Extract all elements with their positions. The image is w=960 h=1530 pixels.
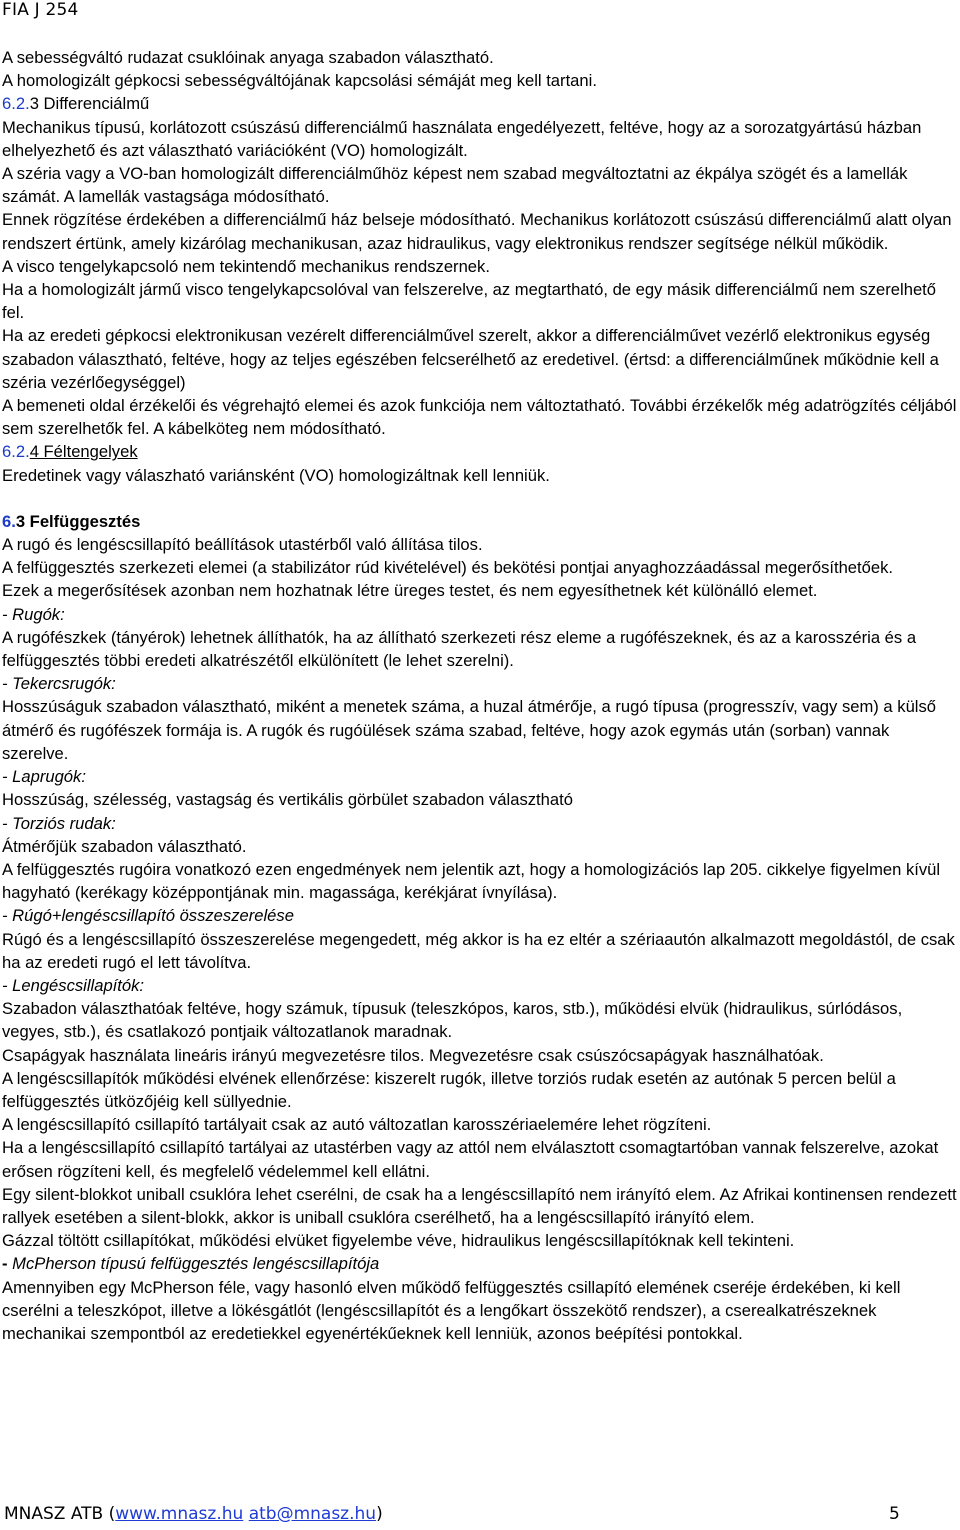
document-header: FIA J 254 (2, 0, 79, 20)
dash: - (2, 1254, 8, 1274)
paragraph: Ennek rögzítése érdekében a differenciálmű ház belseje módosítható. Mechanikus korlátozott csúszású differenciálmű alatt olyan rendszert értünk, amely kizárólag mechanikusan, azaz hidraulikus, vagy elektronikus rendszer segítsége nélkül működik. (2, 210, 952, 253)
paragraph: A bemeneti oldal érzékelői és végrehajtó elemei és azok funkciója nem változtatható. További érzékelők még adatrögzítés céljából sem szerelhetők fel. A kábelköteg nem módosítható. (2, 396, 957, 439)
subheading-text: McPherson típusú felfüggesztés lengéscsillapítója (7, 1254, 380, 1274)
subheading-laprugok: - Laprugók: (2, 767, 86, 787)
paragraph: A rugó és lengéscsillapító beállítások utastérből való állítása tilos. (2, 535, 483, 555)
document-body (2, 46, 958, 1345)
paragraph: Ha a homologizált jármű visco tengelykapcsolóval van felszerelve, az megtartható, de egy másik differenciálmű nem szerelhető fel. (2, 280, 937, 323)
paragraph: Rúgó és a lengéscsillapító összeszerelése megengedett, még akkor is ha ez eltér a szériaautón alkalmazott megoldástól, de csak ha az eredeti rugó el lett távolítva. (2, 929, 955, 972)
paragraph: Mechanikus típusú, korlátozott csúszású differenciálmű használata engedélyezett, feltéve, hogy az a sorozatgyártású házban elhelyezhető és azt választható variációként (VO) homologizált. (2, 117, 922, 160)
subheading-rugo-lengescsillapito: - Rúgó+lengéscsillapító összeszerelése (2, 906, 294, 926)
paragraph: A sebességváltó rudazat csuklóinak anyaga szabadon választható. (2, 48, 494, 67)
footer-close: ) (376, 1504, 383, 1524)
section-number: 6. (2, 511, 16, 531)
paragraph: Hosszúságuk szabadon választható, miként a menetek száma, a huzal átmérője, a rugó típusa (progresszív, vagy sem) a külső átmérő és rugófészek formája is. A rugók és rugóülések száma szabad, feltéve, hogy azok egymás után (sorban) vannak szerelve. (2, 697, 937, 763)
paragraph: A homologizált gépkocsi sebességváltójának kapcsolási sémáját meg kell tartani. (2, 71, 597, 91)
section-title: 3 Felfüggesztés (15, 511, 141, 531)
email-link[interactable]: atb@mnasz.hu (248, 1504, 377, 1524)
section-title: 4 Féltengelyek (29, 442, 138, 462)
paragraph: Átmérőjük szabadon választható. (2, 836, 247, 856)
document-footer (4, 1503, 954, 1525)
paragraph: Szabadon választhatóak feltéve, hogy számuk, típusuk (teleszkópos, karos, stb.), működési elvük (hidraulikus, súrlódásos, vegyes, stb.), és csatlakozó pontjaik változatlanok maradnak. (2, 999, 903, 1042)
paragraph: A lengéscsillapító csillapító tartályait csak az autó változatlan karosszériaelemére lehet rögzíteni. (2, 1115, 712, 1135)
paragraph: A felfüggesztés szerkezeti elemei (a stabilizátor rúd kivételével) és bekötési pontjai anyaghozzáadással megerősíthetőek. (2, 558, 894, 578)
section-title: 3 Differenciálmű (29, 94, 150, 114)
paragraph: Ezek a megerősítések azonban nem hozhatnak létre üreges testet, és nem egyesíthetnek két különálló elemet. (2, 581, 818, 601)
section-number: 6.2. (2, 94, 30, 114)
footer-org: MNASZ ATB ( (4, 1504, 116, 1524)
subheading-tekercsrugok: - Tekercsrugók: (2, 674, 116, 694)
page-number: 5 (889, 1504, 900, 1524)
paragraph: Hosszúság, szélesség, vastagság és vertikális görbület szabadon választható (2, 790, 573, 810)
paragraph: Csapágyak használata lineáris irányú megvezetésre tilos. Megvezetésre csak csúszócsapágyak használhatóak. (2, 1045, 824, 1065)
paragraph: A lengéscsillapítók működési elvének ellenőrzése: kiszerelt rugók, illetve torziós rudak esetén az autónak 5 percen belül a felfüggesztés ütközőjéig kell süllyednie. (2, 1068, 896, 1111)
subheading-mcpherson (2, 1252, 958, 1275)
paragraph: A rugófészkek (tányérok) lehetnek állíthatók, ha az állítható szerkezeti rész eleme a rugófészeknek, és az a karosszéria és a felfüggesztés többi eredeti alkatrészétől elkülönített (le lehet szerelni). (2, 627, 917, 671)
paragraph: A visco tengelykapcsoló nem tekintendő mechanikus rendszernek. (2, 256, 490, 276)
paragraph: A felfüggesztés rugóira vonatkozó ezen engedmények nem jelentik azt, hogy a homologizációs lap 205. cikkelye figyelmen kívül hagyható (kerékagy középpontjának min. magassága, kerékjárat ívnyílása). (2, 859, 941, 903)
paragraph: Eredetinek vagy válaszható variánsként (VO) homologizáltnak kell lenniük. (2, 465, 550, 485)
section-heading-6-3 (2, 510, 958, 533)
spacer (2, 487, 958, 510)
subheading-lengescsillapitok: - Lengéscsillapítók: (2, 975, 145, 995)
paragraph: Ha a lengéscsillapító csillapító tartályai az utastérben vagy az attól nem elválasztott csomagtartóban vannak felszerelve, azokat erősen rögzíteni kell, és megfelelő védelemmel kell ellátni. (2, 1138, 939, 1181)
website-link[interactable]: www.mnasz.hu (115, 1504, 244, 1524)
section-number: 6.2. (2, 442, 30, 462)
section-heading-6-2-4 (2, 440, 958, 463)
paragraph: Egy silent-blokkot uniball csuklóra lehet cserélni, de csak ha a lengéscsillapító nem irányító elem. Az Afrikai kontinensen rendezett rallyek esetében a silent-blokk, akkor is uniball csuklóra cserélhető, ha a lengéscsillapító irányító elem. (2, 1184, 957, 1227)
paragraph: A széria vagy a VO-ban homologizált differenciálműhöz képest nem szabad megváltoztatni az ékpálya szögét és a lamellák számát. A lamellák vastagsága módosítható. (2, 164, 908, 207)
paragraph: Gázzal töltött csillapítókat, működési elvüket figyelembe véve, hidraulikus lengéscsillapítóknak kell tekinteni. (2, 1231, 795, 1251)
paragraph: Amennyiben egy McPherson féle, vagy hasonló elven működő felfüggesztés csillapító elemének cseréje érdekében, ki kell cserélni a teleszkópot, illetve a lökésgátlót (lengéscsillapítót és a lengőkart összekötő rendszer), a cserealkatrészeknek mechanikai szempontból az eredetiekkel egyenértékűeknek kell lenniük, azonos beépítési pontokkal. (2, 1277, 901, 1343)
subheading-torzios-rudak: - Torziós rudak: (2, 813, 116, 833)
subheading-rugok: - Rugók: (2, 604, 65, 624)
paragraph: Ha az eredeti gépkocsi elektronikusan vezérelt differenciálművel szerelt, akkor a differenciálművet vezérlő elektronikus egység szabadon választható, feltéve, hogy az teljes egészében felcserélhető az eredetivel. (értsd: a differenciálműnek működnie kell a széria vezérlőegységgel) (2, 326, 939, 392)
section-heading-6-2-3 (2, 92, 958, 115)
